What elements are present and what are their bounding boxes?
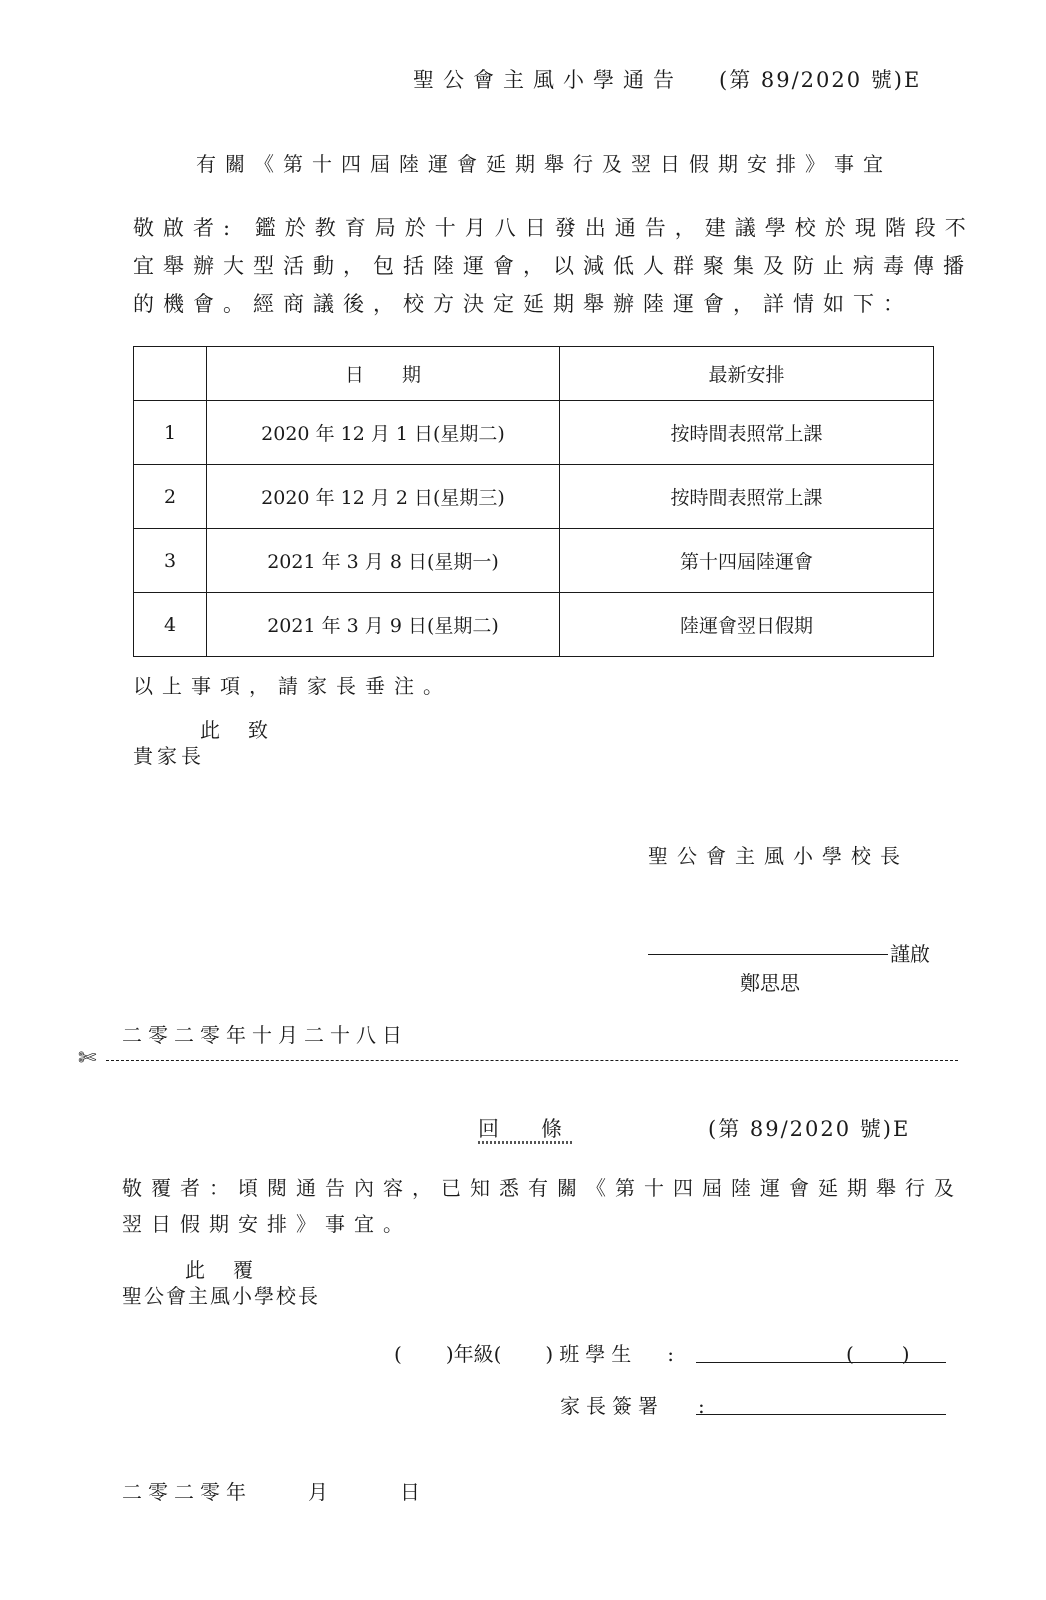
row-arrangement: 按時間表照常上課 — [560, 401, 934, 465]
header-arrangement: 最新安排 — [560, 347, 934, 401]
body-paragraph-line: 的機會。經商議後，校方決定延期舉辦陸運會，詳情如下： — [133, 292, 913, 316]
reply-slip-number: (第 89/2020 號)E — [708, 1117, 911, 1141]
table-row — [134, 529, 934, 593]
cut-line-divider — [106, 1060, 958, 1061]
parent-colon: : — [698, 1394, 705, 1418]
student-no-open: ( — [845, 1342, 854, 1366]
table-row — [134, 401, 934, 465]
reply-title-underline — [478, 1141, 574, 1144]
header-no — [134, 347, 207, 401]
reply-slip-title — [478, 1113, 562, 1143]
principal-signature-line — [648, 954, 888, 955]
reply-title-char: 回 — [478, 1117, 499, 1141]
notice-number: (第 89/2020 號)E — [719, 68, 922, 92]
closing-note: 以上事項，請家長垂注。 — [133, 674, 452, 698]
body-paragraph-line: 宜舉辦大型活動，包括陸運會，以減低人群聚集及防止病毒傳播 — [133, 254, 973, 278]
row-arrangement: 按時間表照常上課 — [560, 465, 934, 529]
respectfully-label: 謹啟 — [890, 942, 930, 966]
principal-title: 聖公會主風小學校長 — [648, 844, 909, 868]
class-label: )班學生 — [545, 1342, 638, 1366]
parent-signature-label: 家長簽署 — [560, 1394, 664, 1418]
parent-signature-field[interactable] — [560, 1390, 705, 1419]
grade-open-paren: ( — [394, 1342, 402, 1366]
student-colon: : — [667, 1342, 674, 1366]
table-header-row — [134, 347, 934, 401]
row-arrangement: 陸運會翌日假期 — [560, 593, 934, 657]
principal-name: 鄭思思 — [740, 971, 800, 995]
reply-title-char: 條 — [541, 1117, 562, 1141]
closing-salutation: 此致 — [200, 718, 296, 742]
row-date: 2020 年 12 月 1 日(星期二) — [207, 401, 560, 465]
parent-signature-line[interactable] — [696, 1414, 946, 1415]
grade-label: )年級( — [445, 1342, 502, 1366]
student-name-line[interactable] — [696, 1362, 946, 1363]
reply-salutation: 此覆 — [185, 1258, 281, 1282]
header-date: 日 期 — [207, 347, 560, 401]
schedule-table — [133, 346, 934, 657]
body-paragraph-line: 敬啟者: 鑑於教育局於十月八日發出通告，建議學校於現階段不 — [133, 216, 975, 240]
reply-addressee: 聖公會主風小學校長 — [122, 1284, 320, 1308]
row-number: 3 — [134, 529, 207, 593]
student-no-close: ) — [901, 1342, 910, 1366]
notice-subject: 有關《第十四屆陸運會延期舉行及翌日假期安排》事宜 — [196, 152, 892, 176]
reply-date-year: 二零二零年 — [122, 1480, 252, 1504]
row-number: 1 — [134, 401, 207, 465]
addressee: 貴家長 — [133, 744, 205, 768]
scissors-icon: ✄ — [78, 1046, 97, 1071]
row-arrangement: 第十四屆陸運會 — [560, 529, 934, 593]
notice-title: 聖公會主風小學通告 — [413, 68, 683, 92]
row-date: 2020 年 12 月 2 日(星期三) — [207, 465, 560, 529]
reply-paragraph-line: 敬覆者：頃閱通告內容，已知悉有關《第十四屆陸運會延期舉行及 — [122, 1176, 963, 1200]
table-row — [134, 465, 934, 529]
row-date: 2021 年 3 月 9 日(星期二) — [207, 593, 560, 657]
row-number: 2 — [134, 465, 207, 529]
row-date: 2021 年 3 月 8 日(星期一) — [207, 529, 560, 593]
row-number: 4 — [134, 593, 207, 657]
reply-date — [122, 1476, 420, 1505]
reply-paragraph-line: 翌日假期安排》事宜。 — [122, 1212, 412, 1236]
reply-date-day: 日 — [400, 1480, 420, 1504]
issue-date: 二零二零年十月二十八日 — [122, 1023, 408, 1047]
table-row — [134, 593, 934, 657]
reply-date-month: 月 — [308, 1480, 328, 1504]
